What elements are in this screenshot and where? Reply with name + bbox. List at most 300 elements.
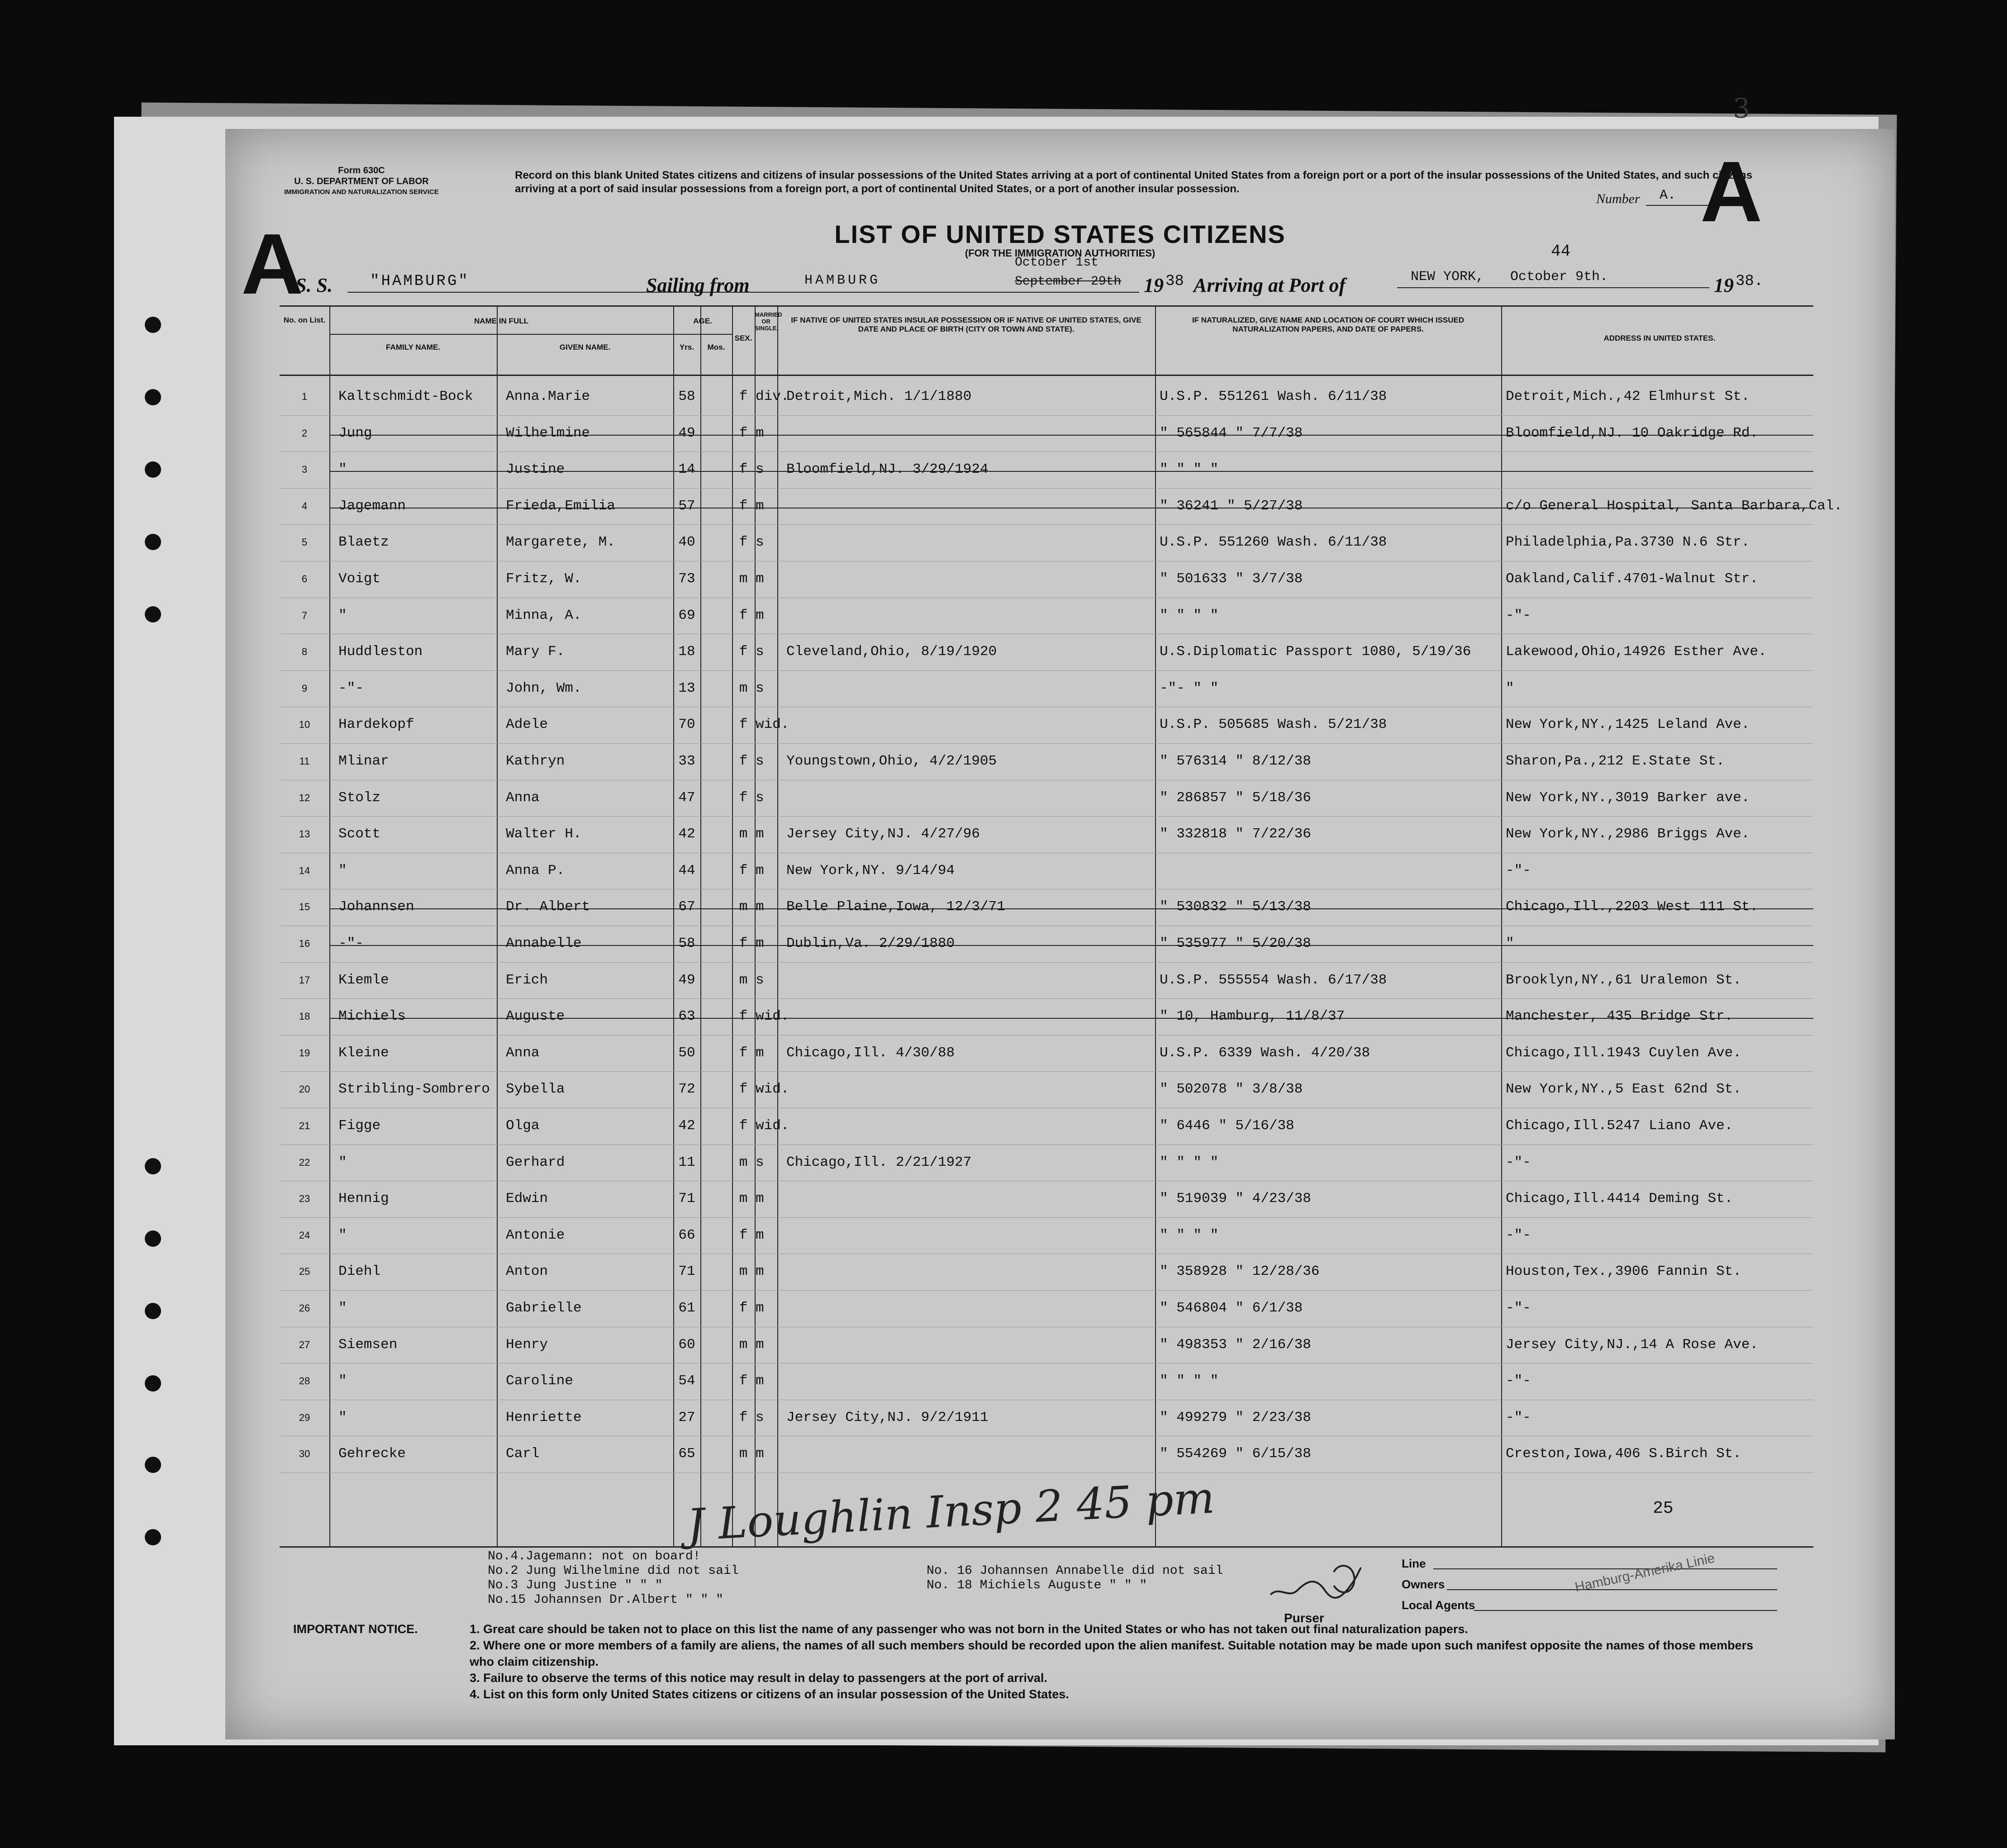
cell-age: 58 [678,936,695,951]
header-age: AGE. [693,317,712,325]
cell-nat: " 502078 " 3/8/38 [1160,1081,1303,1097]
cell-nat: " 498353 " 2/16/38 [1160,1336,1311,1353]
cell-sex: m [739,1154,748,1170]
cell-no: 13 [299,828,310,840]
header-family-name: FAMILY NAME. [386,343,440,352]
note-line: No.2 Jung Wilhelmine did not sail [488,1564,739,1578]
cell-birth: Dublin,Va. 2/29/1880 [786,936,955,951]
cell-nat: " 546804 " 6/1/38 [1160,1300,1303,1316]
table-row [280,1327,1813,1364]
header-sex: SEX. [734,334,752,342]
table-row [280,489,1843,525]
cell-no: 9 [301,682,308,694]
cell-ms: m [756,899,764,915]
cell-family: " [338,1300,347,1316]
cell-ms: m [756,1191,764,1207]
page-total: 25 [1653,1499,1674,1518]
strike-through-line [329,471,1813,472]
cell-sex: f [739,1045,748,1061]
cell-age: 60 [678,1336,695,1353]
cell-family: Siemsen [338,1336,398,1353]
strike-through-line [329,435,1813,436]
cell-age: 71 [678,1264,695,1280]
purser-label: Purser [1284,1611,1324,1625]
cell-addr: -"- [1506,607,1531,623]
cell-addr: New York,NY.,2986 Briggs Ave. [1506,826,1750,842]
cell-given: Wilhelmine [506,425,590,441]
cell-given: Dr. Albert [506,899,590,915]
cell-no: 22 [299,1156,310,1168]
cell-nat: " " " " [1160,461,1219,478]
purser-signature [1266,1558,1370,1608]
cell-addr: Jersey City,NJ.,14 A Rose Ave. [1506,1336,1759,1353]
cell-no: 14 [299,865,310,876]
sailing-underline [759,292,1139,293]
table-row [280,671,1813,708]
cell-sex: f [739,789,748,806]
table-row [280,598,1813,635]
cell-family: " [338,862,347,879]
cell-ms: m [756,1045,764,1061]
cell-sex: m [739,972,748,988]
sailing-label: Sailing from [646,274,750,296]
sailing-port: HAMBURG [804,273,881,288]
table-row [280,889,1813,926]
cell-family: Stolz [338,789,381,806]
cell-family: " [338,1409,347,1425]
table-row [280,1108,1813,1145]
table-row [280,1254,1813,1291]
cell-given: Adele [506,717,548,733]
cell-given: Henriette [506,1409,582,1425]
cell-given: Caroline [506,1373,573,1389]
number-value: A. [1660,188,1676,203]
big-letter-right: A [1700,144,1763,240]
cell-addr: Chicago,Ill.4414 Deming St. [1506,1191,1733,1207]
cell-age: 67 [678,899,695,915]
note-line: No.15 Johannsen Dr.Albert " " " [488,1593,723,1607]
punch-hole [145,317,161,333]
cell-ms: m [756,1227,764,1243]
cell-ms: s [756,972,764,988]
cell-family: Johannsen [338,899,414,915]
notice-item: 4. List on this form only United States citizens or citizens of an insular possession of the United States. [470,1687,1069,1701]
cell-age: 18 [678,644,695,660]
cell-age: 49 [678,425,695,441]
cell-family: Michiels [338,1008,406,1025]
punch-hole [145,1230,161,1247]
cell-ms: s [756,461,764,478]
cell-nat: " 286857 " 5/18/36 [1160,789,1311,806]
cell-ms: wid. [756,1008,789,1025]
cell-no: 27 [299,1339,310,1350]
sailing-date-old: September 29th [1015,275,1122,289]
cell-sex: f [739,862,748,879]
cell-no: 7 [301,609,308,621]
sheet-mark: 3 [1733,93,1750,124]
cell-given: Gerhard [506,1154,565,1170]
cell-given: Anna [506,789,540,806]
cell-no: 8 [301,646,308,658]
table-row [280,817,1813,853]
cell-ms: s [756,644,764,660]
cell-family: -"- [338,936,364,951]
arrival-port: NEW YORK, [1411,269,1484,285]
cell-addr: New York,NY.,3019 Barker ave. [1506,789,1750,806]
cell-sex: f [739,1409,748,1425]
table-row [280,744,1813,780]
cell-nat: " 10, Hamburg, 11/8/37 [1160,1008,1345,1025]
cell-ms: m [756,862,764,879]
cell-sex: f [739,425,748,441]
cell-birth: Bloomfield,NJ. 3/29/1924 [786,461,989,478]
cell-nat: U.S.P. 555554 Wash. 6/17/38 [1160,972,1387,988]
cell-no: 17 [299,974,310,986]
cell-nat: " " " " [1160,1227,1219,1243]
table-row [280,1291,1813,1327]
cell-addr: Philadelphia,Pa.3730 N.6 Str. [1506,534,1750,551]
cell-no: 29 [299,1411,310,1423]
cell-no: 3 [301,464,308,475]
owners-label: Owners [1402,1577,1445,1591]
cell-age: 49 [678,972,695,988]
header-mos: Mos. [707,343,725,352]
cell-age: 66 [678,1227,695,1243]
cell-no: 18 [299,1011,310,1022]
strike-through-line [329,1018,1813,1019]
cell-given: Olga [506,1118,540,1134]
cell-no: 12 [299,792,310,803]
cell-sex: f [739,1081,748,1097]
cell-sex: f [739,1227,748,1243]
arrival-year-prefix: 19 [1714,274,1734,296]
cell-ms: m [756,1446,764,1462]
cell-age: 42 [678,1118,695,1134]
cell-ms: div. [756,389,789,404]
cell-ms: m [756,1264,764,1280]
cell-addr: -"- [1506,1300,1531,1316]
cell-family: Hardekopf [338,717,414,733]
cell-addr: Brooklyn,NY.,61 Uralemon St. [1506,972,1741,988]
important-label: IMPORTANT NOTICE. [293,1622,418,1636]
note-line: No.3 Jung Justine " " " [488,1578,663,1592]
passenger-table [280,305,1843,1548]
cell-given: Fritz, W. [506,571,582,587]
cell-sex: f [739,644,748,660]
note-line: No. 18 Michiels Auguste " " " [927,1578,1147,1592]
cell-nat: " 499279 " 2/23/38 [1160,1409,1311,1425]
cell-birth: Chicago,Ill. 4/30/88 [786,1045,955,1061]
cell-given: Mary F. [506,644,565,660]
cell-family: Mlinar [338,753,389,769]
sailing-date-new: October 1st [1015,256,1099,270]
cell-sex: f [739,936,748,951]
form-identifier [284,165,439,198]
cell-no: 10 [299,719,310,731]
header-address: ADDRESS IN UNITED STATES. [1603,334,1716,342]
cell-family: Figge [338,1118,381,1134]
cell-given: Kathryn [506,753,565,769]
line-underline [1433,1568,1777,1569]
table-row [280,926,1813,963]
cell-family: Stribling-Sombrero [338,1081,490,1097]
table-row [280,963,1813,999]
cell-family: Kiemle [338,972,389,988]
cell-family: Gehrecke [338,1446,406,1462]
header-no: No. on List. [283,316,326,324]
cell-addr: " [1506,680,1514,696]
cell-family: Scott [338,826,381,842]
cell-no: 6 [301,573,308,584]
cell-family: " [338,1227,347,1243]
header-bottom-line [280,375,1813,376]
cell-sex: m [739,1446,748,1462]
inspector-signature: J Loughlin Insp 2 45 pm [685,1472,1216,1551]
cell-age: 73 [678,571,695,587]
cell-nat: " 519039 " 4/23/38 [1160,1191,1311,1207]
cell-family: Hennig [338,1191,389,1207]
cell-given: Frieda,Emilia [506,498,615,514]
table-row [280,780,1813,817]
cell-no: 19 [299,1047,310,1059]
punch-hole [145,1303,161,1319]
cell-family: Blaetz [338,534,389,551]
header-subline [329,334,732,335]
punch-hole [145,461,161,478]
cell-sex: f [739,498,748,514]
punch-hole [145,606,161,622]
cell-no: 2 [301,427,308,439]
cell-ms: m [756,571,764,587]
table-row [280,452,1813,489]
cell-age: 63 [678,1008,695,1025]
cell-given: Minna, A. [506,607,582,623]
cell-age: 44 [678,862,695,879]
cell-sex: f [739,389,748,404]
important-notice [470,1621,1773,1702]
cell-nat: U.S.P. 551261 Wash. 6/11/38 [1160,389,1387,404]
cell-addr: -"- [1506,1373,1531,1389]
cell-sex: m [739,680,748,696]
cell-nat: " 535977 " 5/20/38 [1160,936,1311,951]
cell-family: Diehl [338,1264,381,1280]
notice-item: 3. Failure to observe the terms of this notice may result in delay to passengers at the port of arrival. [470,1671,1047,1685]
table-row [280,416,1813,452]
cell-no: 11 [299,755,310,767]
cell-no: 23 [299,1193,310,1205]
cell-sex: f [739,1008,748,1025]
owners-underline [1447,1589,1777,1590]
cell-ms: m [756,1300,764,1316]
cell-nat: -"- " " [1160,680,1219,696]
cell-age: 71 [678,1191,695,1207]
cell-age: 72 [678,1081,695,1097]
cell-ms: s [756,1409,764,1425]
cell-given: Auguste [506,1008,565,1025]
cell-ms: wid. [756,1081,789,1097]
cell-family: Jagemann [338,498,406,514]
manifest-sheet [225,129,1895,1739]
cell-family: Kaltschmidt-Bock [338,389,473,404]
cell-addr: Lakewood,Ohio,14926 Esther Ave. [1506,644,1767,660]
line-label: Line [1402,1557,1426,1570]
cell-given: Anna P. [506,862,565,879]
cell-nat: " 358928 " 12/28/36 [1160,1264,1320,1280]
cell-nat: " " " " [1160,1373,1219,1389]
table-row [280,999,1813,1036]
punch-hole [145,534,161,550]
cell-given: Annabelle [506,936,582,951]
cell-family: " [338,1373,347,1389]
header-native: IF NATIVE OF UNITED STATES INSULAR POSSESSION OR IF NATIVE OF UNITED STATES, GIVE DATE AND PLACE OF BIRTH (CITY OR TOWN AND STATE). [791,316,1141,333]
cell-birth: Cleveland,Ohio, 8/19/1920 [786,644,997,660]
cell-nat: U.S.P. 505685 Wash. 5/21/38 [1160,717,1387,733]
cell-age: 42 [678,826,695,842]
cell-age: 54 [678,1373,695,1389]
notice-item: 2. Where one or more members of a family are aliens, the names of all such members should be recorded upon the alien manifest. Suitable notation may be made upon such manifest opposite the names of those members who claim citizenship. [470,1639,1754,1668]
page-subtitle: (FOR THE IMMIGRATION AUTHORITIES) [965,247,1156,259]
strike-through-line [329,908,1813,909]
note-line: No.4.Jagemann: not on board! [488,1549,701,1563]
cell-nat: U.S.P. 551260 Wash. 6/11/38 [1160,534,1387,551]
table-row [280,1218,1813,1254]
cell-nat: U.S.Diplomatic Passport 1080, 5/19/36 [1160,644,1471,660]
cell-addr: Chicago,Ill.5247 Liano Ave. [1506,1118,1733,1134]
arrival-year: 38. [1736,273,1764,290]
cell-age: 65 [678,1446,695,1462]
cell-addr: Detroit,Mich.,42 Elmhurst St. [1506,389,1750,404]
cell-given: Anna [506,1045,540,1061]
cell-addr: -"- [1506,1227,1531,1243]
cell-no: 21 [299,1120,310,1131]
cell-birth: Belle Plaine,Iowa, 12/3/71 [786,899,1005,915]
cell-family: Kleine [338,1045,389,1061]
punch-hole [145,1375,161,1392]
cell-ms: m [756,425,764,441]
cell-age: 13 [678,680,695,696]
punch-hole [145,1457,161,1473]
cell-sex: m [739,1191,748,1207]
cell-no: 5 [301,537,308,548]
cell-no: 30 [299,1448,310,1460]
cell-ms: s [756,680,764,696]
cell-ms: s [756,753,764,769]
department: U. S. DEPARTMENT OF LABOR [294,176,429,186]
cell-sex: f [739,534,748,551]
cell-sex: f [739,717,748,733]
cell-age: 47 [678,789,695,806]
cell-nat: " " " " [1160,607,1219,623]
table-row [280,379,1813,416]
cell-addr: c/o General Hospital, Santa Barbara,Cal. [1506,498,1843,514]
cell-addr: Sharon,Pa.,212 E.State St. [1506,753,1725,769]
cell-ms: m [756,936,764,951]
header-given-name: GIVEN NAME. [559,343,611,352]
cell-no: 4 [301,500,308,512]
cell-no: 25 [299,1266,310,1278]
table-row [280,634,1813,671]
cell-sex: f [739,1300,748,1316]
table-row [280,1436,1813,1473]
cell-family: " [338,1154,347,1170]
cell-addr: Bloomfield,NJ. 10 Oakridge Rd. [1506,425,1759,441]
arriving-label: Arriving at Port of [1194,274,1346,296]
cell-age: 61 [678,1300,695,1316]
cell-nat: " 332818 " 7/22/36 [1160,826,1311,842]
cell-nat: " " " " [1160,1154,1219,1170]
cell-family: " [338,461,347,478]
ship-name: "HAMBURG" [370,273,470,290]
cell-given: Justine [506,461,565,478]
table-row [280,1072,1813,1108]
cell-sex: m [739,899,748,915]
cell-ms: s [756,789,764,806]
cell-age: 50 [678,1045,695,1061]
cell-sex: m [739,571,748,587]
cell-birth: Jersey City,NJ. 9/2/1911 [786,1409,989,1425]
cell-no: 28 [299,1375,310,1387]
cell-addr: -"- [1506,1154,1531,1170]
cell-age: 11 [678,1154,695,1170]
cell-birth: Chicago,Ill. 2/21/1927 [786,1154,972,1170]
sailing-year: 38 [1165,273,1184,290]
cell-family: Jung [338,425,372,441]
cell-family: Voigt [338,571,381,587]
cell-addr: Creston,Iowa,406 S.Birch St. [1506,1446,1741,1462]
local-agents-label: Local Agents [1402,1598,1475,1612]
cell-sex: f [739,607,748,623]
cell-given: Sybella [506,1081,565,1097]
cell-addr: Manchester, 435 Bridge Str. [1506,1008,1733,1025]
cell-given: Edwin [506,1191,548,1207]
table-row [280,1145,1813,1182]
cell-sex: m [739,1336,748,1353]
cell-nat: " 36241 " 5/27/38 [1160,498,1303,514]
cell-no: 1 [301,391,308,402]
cell-addr: New York,NY.,5 East 62nd St. [1506,1081,1741,1097]
cell-sex: m [739,1264,748,1280]
cell-age: 40 [678,534,695,551]
cell-ms: m [756,1336,764,1353]
arrival-date: October 9th. [1510,269,1608,285]
header-naturalized: IF NATURALIZED, GIVE NAME AND LOCATION OF COURT WHICH ISSUED NATURALIZATION PAPERS, AND DATE OF PAPERS. [1192,316,1465,333]
strike-through-line [329,945,1813,946]
cell-nat: U.S.P. 6339 Wash. 4/20/38 [1160,1045,1370,1061]
cell-no: 15 [299,901,310,913]
cell-addr: Oakland,Calif.4701-Walnut Str. [1506,571,1759,587]
cell-ms: m [756,607,764,623]
cell-given: Antonie [506,1227,565,1243]
cell-sex: f [739,461,748,478]
cell-given: Carl [506,1446,540,1462]
cell-family: Huddleston [338,644,423,660]
line-stamp: Hamburg-Amerika Linie [1573,1550,1717,1595]
cell-no: 16 [299,938,310,949]
cell-given: Erich [506,972,548,988]
cell-given: Gabrielle [506,1300,582,1316]
cell-nat: " 530832 " 5/13/38 [1160,899,1311,915]
cell-birth: Jersey City,NJ. 4/27/96 [786,826,980,842]
table-row [280,1363,1813,1400]
cell-birth: Detroit,Mich. 1/1/1880 [786,389,972,404]
cell-sex: f [739,753,748,769]
service: IMMIGRATION AND NATURALIZATION SERVICE [284,188,439,196]
cell-nat: " 6446 " 5/16/38 [1160,1118,1294,1134]
cell-age: 27 [678,1409,695,1425]
cell-addr: " [1506,936,1514,951]
cell-addr: New York,NY.,1425 Leland Ave. [1506,717,1750,733]
cell-addr: -"- [1506,1409,1531,1425]
